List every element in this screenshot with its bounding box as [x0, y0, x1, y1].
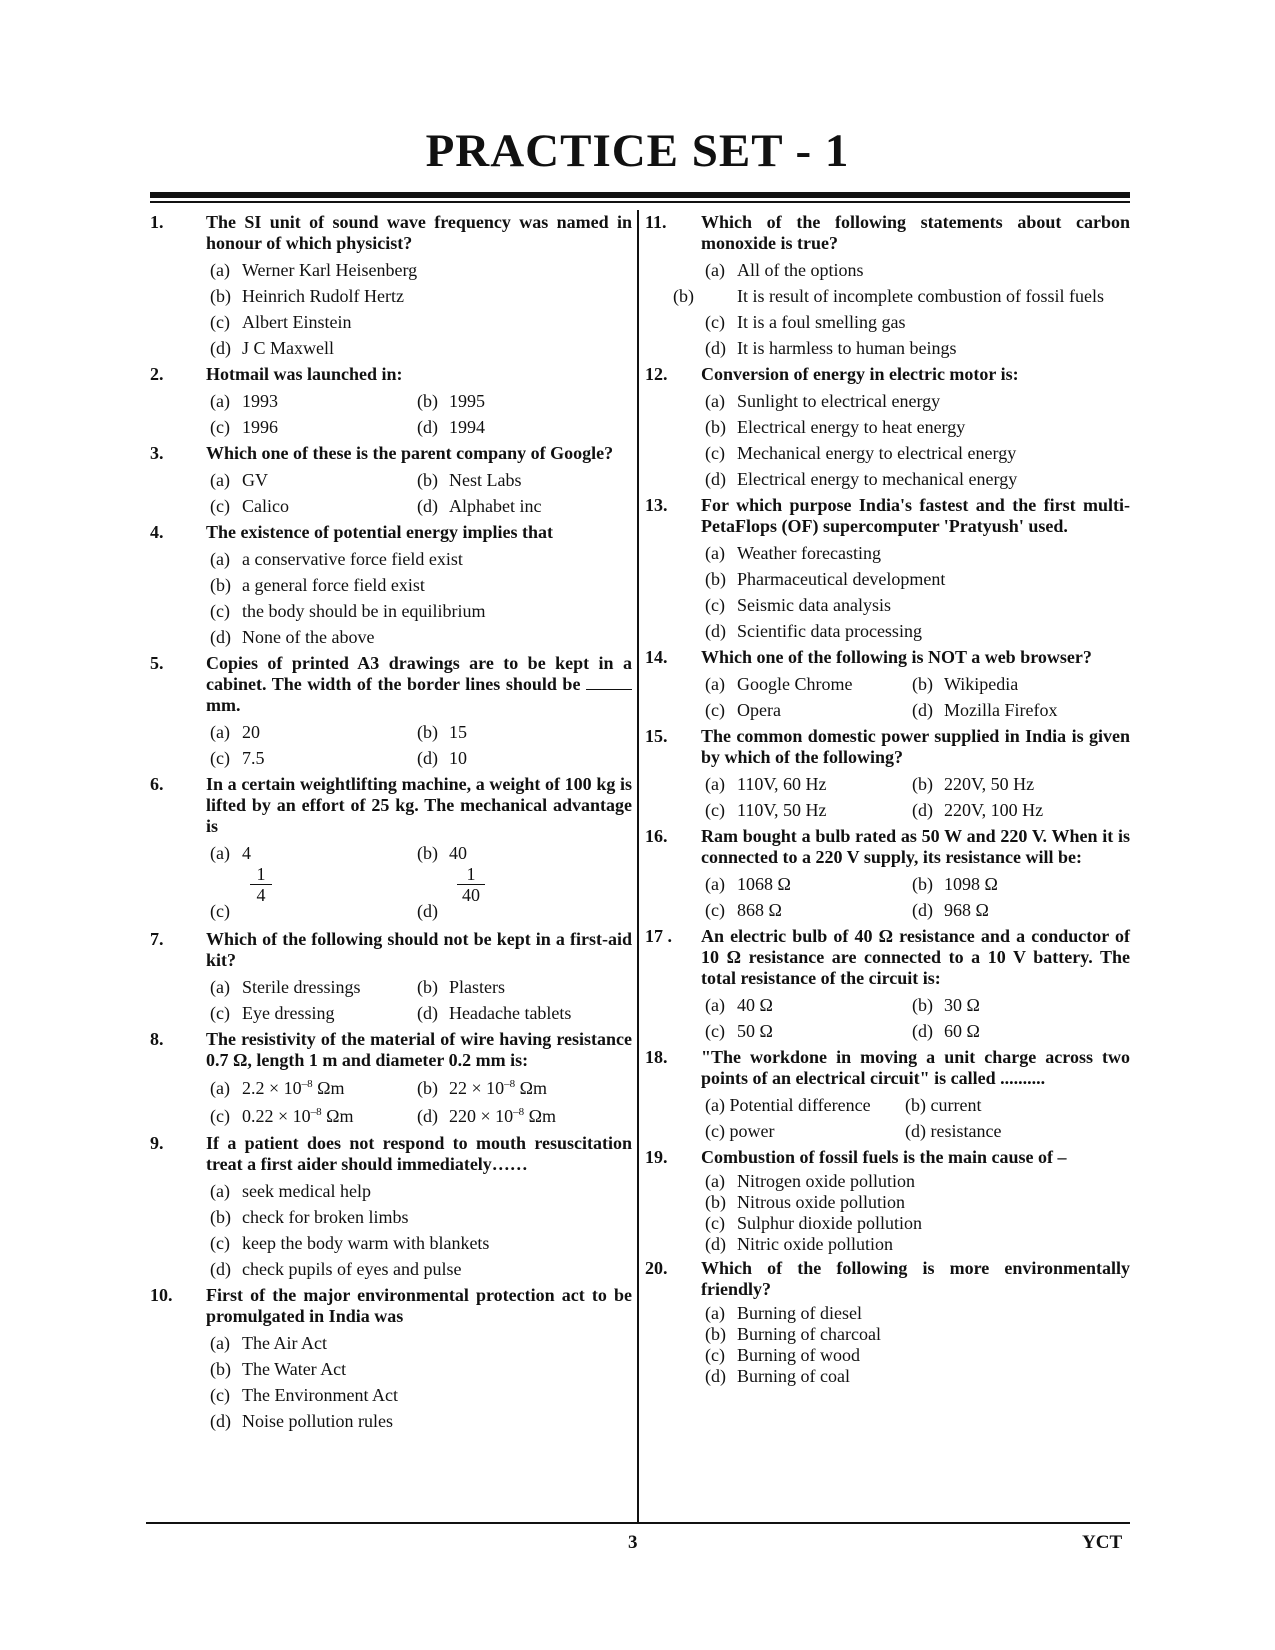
question-number: 9.: [150, 1133, 164, 1153]
question-6: [150, 774, 632, 926]
option-c: (c) Mechanical energy to electrical energy: [705, 443, 1017, 463]
page-number: 3: [628, 1532, 638, 1553]
option-c: (c) $0.22 \times 10^{-8}$ Ωm: [210, 1106, 354, 1126]
question-number: 13.: [645, 495, 668, 515]
question-number: 17 .: [645, 926, 672, 946]
footer-rule: [146, 1522, 1130, 1524]
option-b: (b) current: [905, 1095, 982, 1115]
option-d: (d) It is harmless to human beings: [705, 338, 957, 358]
option-b: (b) 1995: [417, 391, 485, 411]
question-number: 10.: [150, 1285, 173, 1305]
question-number: 18.: [645, 1047, 668, 1067]
option-c: (c) the body should be in equilibrium: [210, 601, 486, 621]
option-b: (b) Pharmaceutical development: [705, 569, 946, 589]
option-d: (d) Alphabet inc: [417, 496, 542, 516]
question-number: 7.: [150, 929, 164, 949]
question-text: Which one of these is the parent company of Google?: [206, 443, 614, 463]
option-c: (c) Albert Einstein: [210, 312, 352, 332]
question-2: [150, 364, 632, 440]
option-d: (d) Noise pollution rules: [210, 1411, 393, 1431]
option-a: (a) 40 Ω: [705, 995, 773, 1015]
question-15: [645, 726, 1130, 823]
option-c: (c) Burning of wood: [705, 1345, 860, 1365]
title-rule-thick: [150, 192, 1130, 198]
question-number: 4.: [150, 522, 164, 542]
question-10: [150, 1285, 632, 1434]
question-16: [645, 826, 1130, 923]
option-a: (a) Weather forecasting: [705, 543, 881, 563]
option-d: (d) $220 \times 10^{-8}$ Ωm: [417, 1106, 557, 1126]
option-b: (b) 15: [417, 722, 467, 742]
option-d: (d) 1994: [417, 417, 485, 437]
option-a: (a) 1068 Ω: [705, 874, 791, 894]
option-a: (a) seek medical help: [210, 1181, 371, 1201]
option-d: (d) resistance: [905, 1121, 1002, 1141]
option-d: (d) 10: [417, 748, 467, 768]
question-text: Which one of the following is NOT a web browser?: [701, 647, 1092, 667]
question-7: [150, 929, 632, 1026]
question-text: The resistivity of the material of wire having resistance 0.7 Ω, length 1 m and diameter 0.2 mm is:: [206, 1029, 632, 1070]
option-c: (c) $\frac{1}{4}$: [206, 866, 413, 926]
option-d: (d) check pupils of eyes and pulse: [210, 1259, 462, 1279]
option-a: (a) Sunlight to electrical energy: [705, 391, 941, 411]
question-text: Combustion of fossil fuels is the main cause of –: [701, 1147, 1067, 1167]
option-c: (c) 50 Ω: [705, 1021, 773, 1041]
question-19: [645, 1147, 1130, 1255]
column-divider: [637, 210, 639, 1522]
option-a: (a) Potential difference: [705, 1095, 871, 1115]
option-d: (d) None of the above: [210, 627, 375, 647]
option-b: (b) Burning of charcoal: [705, 1324, 881, 1344]
option-b: (b) Wikipedia: [912, 674, 1019, 694]
question-text: "The workdone in moving a unit charge across two points of an electrical circuit" is called ..........: [701, 1047, 1130, 1088]
question-number: 11.: [645, 212, 667, 232]
option-c: (c) keep the body warm with blankets: [210, 1233, 490, 1253]
option-d: (d) Burning of coal: [705, 1366, 850, 1386]
option-a: (a) a conservative force field exist: [210, 549, 463, 569]
option-c: (c) 1996: [210, 417, 278, 437]
question-14: [645, 647, 1130, 723]
option-c: (c) Eye dressing: [210, 1003, 335, 1023]
option-c: (c) The Environment Act: [210, 1385, 398, 1405]
fraction: $\frac{1}{4}$: [250, 864, 272, 905]
question-17: [645, 926, 1130, 1044]
option-b: (b) Electrical energy to heat energy: [705, 417, 966, 437]
question-number: 14.: [645, 647, 668, 667]
option-b: (b) Plasters: [417, 977, 505, 997]
page-title: PRACTICE SET - 1: [425, 125, 850, 177]
question-number: 2.: [150, 364, 164, 384]
question-4: [150, 522, 632, 650]
option-a: (a) Burning of diesel: [705, 1303, 862, 1323]
option-b: (b) It is result of incomplete combustion of fossil fuels: [673, 286, 1104, 306]
option-a: (a) Nitrogen oxide pollution: [705, 1171, 915, 1191]
option-b: (b) a general force field exist: [210, 575, 425, 595]
question-number: 6.: [150, 774, 164, 794]
question-text: First of the major environmental protection act to be promulgated in India was: [206, 1285, 632, 1326]
question-number: 8.: [150, 1029, 164, 1049]
option-c: (c) Calico: [210, 496, 289, 516]
question-text: The existence of potential energy implies that: [206, 522, 553, 542]
option-b: (b) 40: [417, 843, 467, 863]
question-text: Hotmail was launched in:: [206, 364, 403, 384]
question-text: The SI unit of sound wave frequency was named in honour of which physicist?: [206, 212, 632, 253]
question-number: 12.: [645, 364, 668, 384]
option-a: (a) All of the options: [705, 260, 864, 280]
option-b: (b) $22 \times 10^{-8}$ Ωm: [417, 1078, 548, 1098]
question-text: If a patient does not respond to mouth resuscitation treat a first aider should immediately……: [206, 1133, 632, 1174]
option-a: (a) 110V, 60 Hz: [705, 774, 827, 794]
option-b: (b) Heinrich Rudolf Hertz: [210, 286, 404, 306]
question-20: [645, 1258, 1130, 1387]
question-8: [150, 1029, 632, 1130]
question-number: 5.: [150, 653, 164, 673]
option-c: (c) 868 Ω: [705, 900, 782, 920]
question-9: [150, 1133, 632, 1282]
option-b: (b) 1098 Ω: [912, 874, 998, 894]
question-text: An electric bulb of 40 Ω resistance and a conductor of 10 Ω resistance are connected to a 10 V battery. The total resistance of the circuit is:: [701, 926, 1130, 988]
question-text: For which purpose India's fastest and the first multi-PetaFlops (OF) supercomputer 'Pratyush' used.: [701, 495, 1130, 536]
left-column: [150, 212, 632, 1437]
fill-in-blank: [586, 675, 632, 690]
option-a: (a) $2.2 \times 10^{-8}$ Ωm: [210, 1078, 345, 1098]
question-12: [645, 364, 1130, 492]
fraction: $\frac{1}{40}$: [457, 864, 485, 905]
question-3: [150, 443, 632, 519]
option-a: (a) Google Chrome: [705, 674, 853, 694]
question-13: [645, 495, 1130, 644]
option-c: (c) It is a foul smelling gas: [705, 312, 906, 332]
option-b: (b) 30 Ω: [912, 995, 980, 1015]
option-d: (d) J C Maxwell: [210, 338, 334, 358]
option-c: (c) 110V, 50 Hz: [705, 800, 827, 820]
question-text: In a certain weightlifting machine, a weight of 100 kg is lifted by an effort of 25 kg. The mechanical advantage is: [206, 774, 632, 836]
option-a: (a) The Air Act: [210, 1333, 327, 1353]
option-b: (b) Nest Labs: [417, 470, 522, 490]
option-a: (a) GV: [210, 470, 268, 490]
question-text: Copies of printed A3 drawings are to be kept in a cabinet. The width of the border lines should be mm.: [206, 653, 632, 715]
question-18: [645, 1047, 1130, 1144]
option-c: (c) Seismic data analysis: [705, 595, 891, 615]
question-number: 19.: [645, 1147, 668, 1167]
option-c: (c) Sulphur dioxide pollution: [705, 1213, 923, 1233]
option-d: (d) 60 Ω: [912, 1021, 980, 1041]
option-d: (d) Scientific data processing: [705, 621, 922, 641]
question-11: [645, 212, 1130, 361]
option-a: (a) 20: [210, 722, 260, 742]
option-d: (d) Mozilla Firefox: [912, 700, 1058, 720]
question-text: Ram bought a bulb rated as 50 W and 220 V. When it is connected to a 220 V supply, its resistance will be:: [701, 826, 1130, 867]
option-b: (b) check for broken limbs: [210, 1207, 409, 1227]
option-a: (a) Werner Karl Heisenberg: [210, 260, 418, 280]
option-d: (d) Electrical energy to mechanical energy: [705, 469, 1018, 489]
question-number: 15.: [645, 726, 668, 746]
option-a: (a) 1993: [210, 391, 278, 411]
option-d: (d) 220V, 100 Hz: [912, 800, 1044, 820]
option-c: (c) Opera: [705, 700, 781, 720]
question-number: 20.: [645, 1258, 668, 1278]
question-5: [150, 653, 632, 771]
option-d: (d) $\frac{1}{40}$: [413, 866, 632, 926]
right-column: [645, 212, 1130, 1390]
question-text: Which of the following is more environmentally friendly?: [701, 1258, 1130, 1299]
question-text: The common domestic power supplied in India is given by which of the following?: [701, 726, 1130, 767]
option-a: (a) Sterile dressings: [210, 977, 361, 997]
question-number: 3.: [150, 443, 164, 463]
question-text: Which of the following statements about carbon monoxide is true?: [701, 212, 1130, 253]
option-d: (d) Nitric oxide pollution: [705, 1234, 893, 1254]
option-b: (b) The Water Act: [210, 1359, 347, 1379]
publisher-brand: YCT: [1082, 1532, 1123, 1553]
question-1: [150, 212, 632, 361]
option-a: (a) 4: [210, 843, 251, 863]
question-text: Conversion of energy in electric motor is:: [701, 364, 1019, 384]
option-b: (b) Nitrous oxide pollution: [705, 1192, 905, 1212]
question-number: 1.: [150, 212, 164, 232]
title-rule-thin: [150, 201, 1130, 203]
option-d: (d) 968 Ω: [912, 900, 989, 920]
option-d: (d) Headache tablets: [417, 1003, 572, 1023]
option-b: (b) 220V, 50 Hz: [912, 774, 1035, 794]
question-number: 16.: [645, 826, 668, 846]
option-c: (c) 7.5: [210, 748, 265, 768]
question-text: Which of the following should not be kept in a first-aid kit?: [206, 929, 632, 970]
option-c: (c) power: [705, 1121, 775, 1141]
